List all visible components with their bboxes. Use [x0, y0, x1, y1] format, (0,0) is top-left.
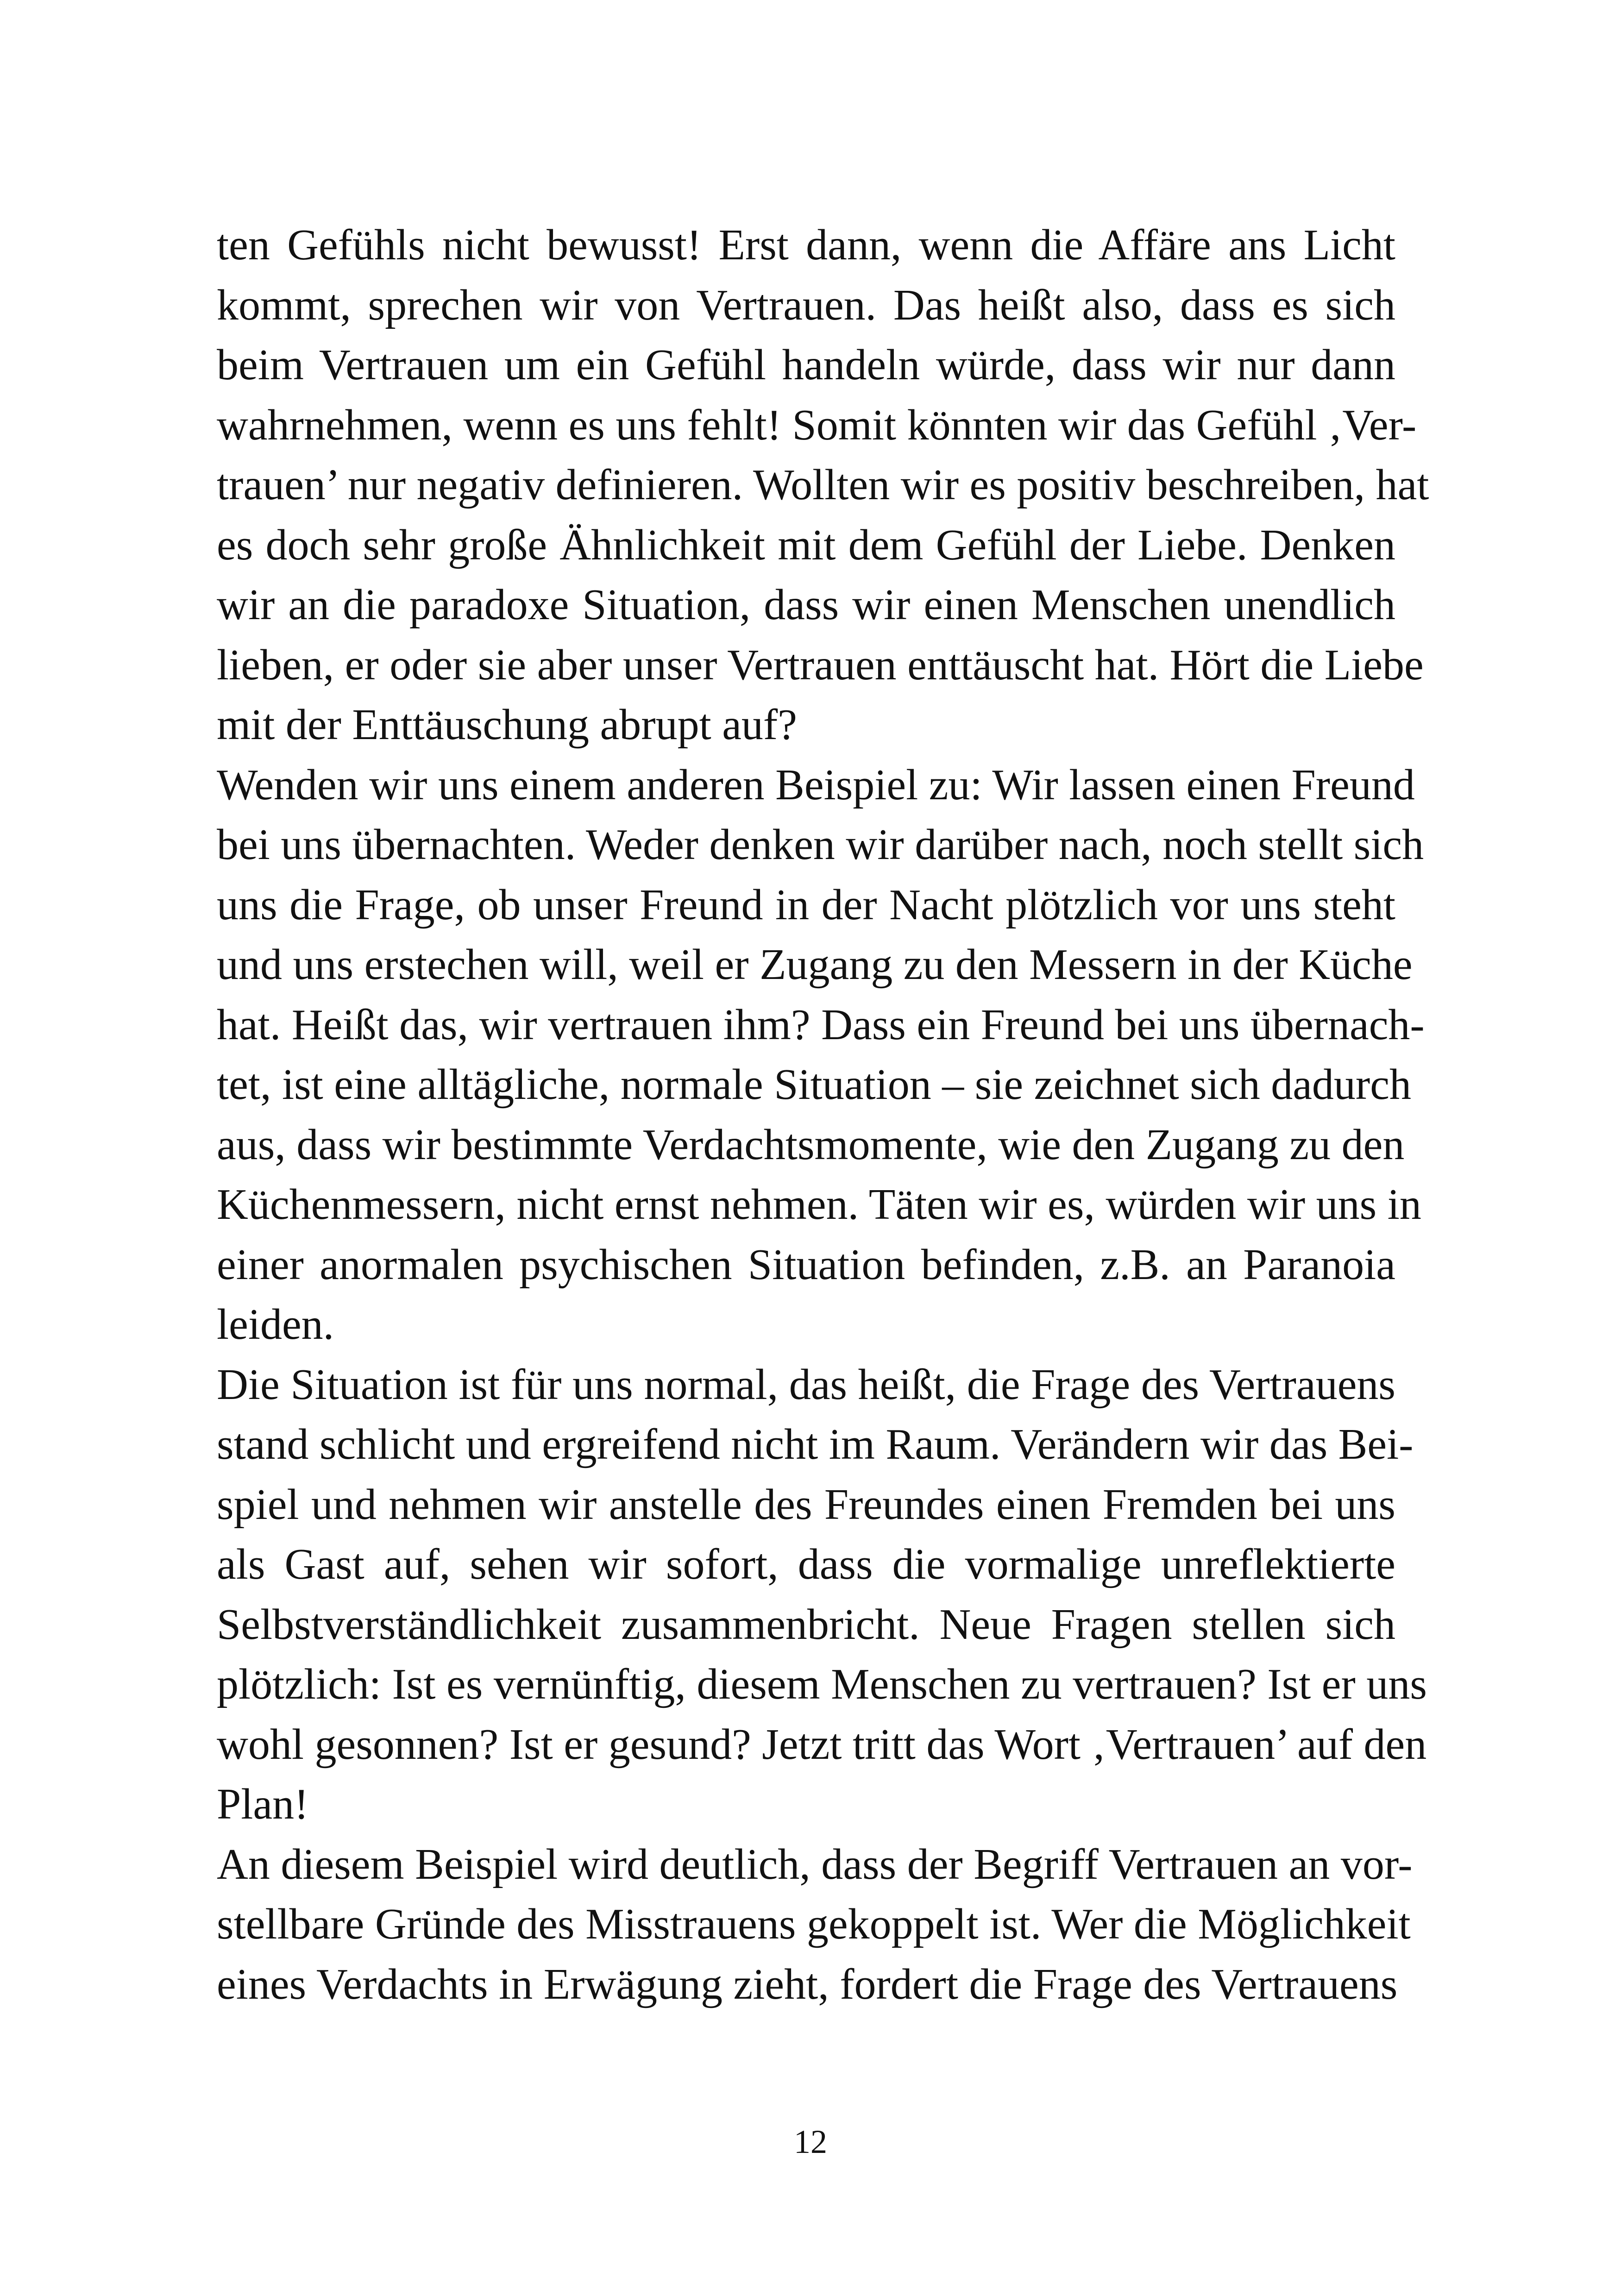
text-line: stand schlicht und ergreifend nicht im Raum. Verändern wir das Bei- [217, 1420, 1414, 1468]
text-line: wir an die paradoxe Situation, dass wir einen Menschen unendlich [217, 581, 1395, 629]
text-line: beim Vertrauen um ein Gefühl handeln würde, dass wir nur dann [217, 341, 1395, 389]
text-line: spiel und nehmen wir anstelle des Freundes einen Fremden bei uns [217, 1480, 1395, 1529]
text-line: einer anormalen psychischen Situation befinden, z.B. an Paranoia [217, 1240, 1395, 1289]
text-line: plötzlich: Ist es vernünftig, diesem Menschen zu vertrauen? Ist er uns [217, 1660, 1427, 1708]
text-line: Plan! [217, 1780, 309, 1828]
text-line: hat. Heißt das, wir vertrauen ihm? Dass ein Freund bei uns übernach- [217, 1000, 1425, 1049]
page-number: 12 [794, 2123, 827, 2160]
text-line: aus, dass wir bestimmte Verdachtsmomente, wie den Zugang zu den [217, 1120, 1405, 1169]
body-text [217, 215, 1429, 2014]
text-line: uns die Frage, ob unser Freund in der Nacht plötzlich vor uns steht [217, 880, 1395, 929]
text-line: eines Verdachts in Erwägung zieht, fordert die Frage des Vertrauens [217, 1960, 1398, 2008]
text-line: trauen’ nur negativ definieren. Wollten wir es positiv beschreiben, hat [217, 461, 1429, 509]
text-line: kommt, sprechen wir von Vertrauen. Das heißt also, dass es sich [217, 281, 1395, 329]
text-line: Küchenmessern, nicht ernst nehmen. Täten wir es, würden wir uns in [217, 1180, 1421, 1229]
text-line: tet, ist eine alltägliche, normale Situation – sie zeichnet sich dadurch [217, 1060, 1411, 1109]
text-line: stellbare Gründe des Misstrauens gekoppelt ist. Wer die Möglichkeit [217, 1900, 1411, 1948]
text-line: ten Gefühls nicht bewusst! Erst dann, wenn die Affäre ans Licht [217, 221, 1395, 269]
text-line: und uns erstechen will, weil er Zugang zu den Messern in der Küche [217, 941, 1413, 989]
text-line: An diesem Beispiel wird deutlich, dass der Begriff Vertrauen an vor- [217, 1840, 1413, 1888]
text-line: mit der Enttäuschung abrupt auf? [217, 701, 797, 749]
text-line: als Gast auf, sehen wir sofort, dass die vormalige unreflektierte [217, 1540, 1395, 1588]
text-line: Die Situation ist für uns normal, das heißt, die Frage des Vertrauens [217, 1360, 1395, 1409]
text-line: bei uns übernachten. Weder denken wir darüber nach, noch stellt sich [217, 821, 1424, 869]
text-line: lieben, er oder sie aber unser Vertrauen enttäuscht hat. Hört die Liebe [217, 640, 1424, 689]
text-line: leiden. [217, 1300, 334, 1349]
text-line: es doch sehr große Ähnlichkeit mit dem Gefühl der Liebe. Denken [217, 521, 1395, 569]
text-line: wahrnehmen, wenn es uns fehlt! Somit könnten wir das Gefühl ‚Ver- [217, 401, 1417, 449]
text-line: wohl gesonnen? Ist er gesund? Jetzt tritt das Wort ‚Vertrauen’ auf den [217, 1720, 1427, 1769]
text-line: Wenden wir uns einem anderen Beispiel zu: Wir lassen einen Freund [217, 760, 1415, 809]
text-line: Selbstverständlichkeit zusammenbricht. Neue Fragen stellen sich [217, 1600, 1395, 1649]
